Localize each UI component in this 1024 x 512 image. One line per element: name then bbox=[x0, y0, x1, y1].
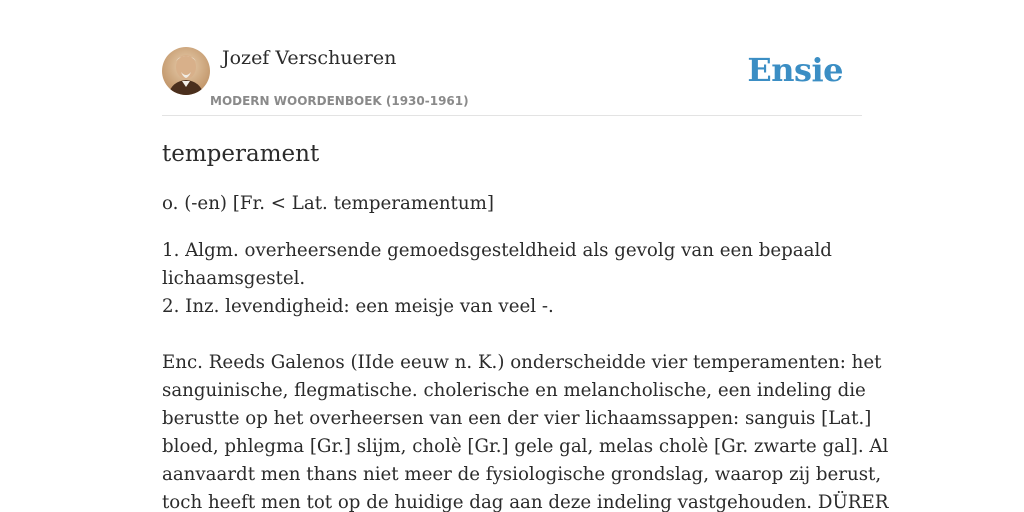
author-name[interactable]: Jozef Verschueren bbox=[222, 47, 397, 69]
dictionary-source[interactable]: MODERN WOORDENBOEK (1930-1961) bbox=[210, 94, 469, 108]
definition-line: bloed, phlegma [Gr.] slijm, cholè [Gr.] gele gal, melas cholè [Gr. zwarte gal]. Al bbox=[162, 436, 889, 457]
author-avatar[interactable] bbox=[162, 47, 210, 95]
ensie-logo[interactable]: Ensie bbox=[747, 51, 843, 89]
definition-spacer bbox=[162, 321, 852, 349]
definition-line: aanvaardt men thans niet meer de fysiologische grondslag, waarop zij berust, bbox=[162, 464, 882, 485]
entry-grammar: o. (-en) [Fr. < Lat. temperamentum] bbox=[162, 193, 494, 214]
definition-line: 2. Inz. levendigheid: een meisje van veel -. bbox=[162, 296, 554, 317]
definition-line: lichaamsgestel. bbox=[162, 268, 306, 289]
definition-line: 1. Algm. overheersende gemoedsgesteldheid als gevolg van een bepaald bbox=[162, 240, 832, 261]
definition-line: sanguinische, flegmatische. cholerische en melancholische, een indeling die bbox=[162, 380, 866, 401]
definition-line: Enc. Reeds Galenos (IIde eeuw n. K.) onderscheidde vier temperamenten: het bbox=[162, 352, 882, 373]
author-portrait-image bbox=[162, 47, 210, 95]
entry-definition bbox=[162, 237, 889, 512]
entry-content bbox=[162, 138, 889, 512]
entry-word: temperament bbox=[162, 141, 320, 167]
entry-header bbox=[162, 46, 862, 116]
definition-line: berustte op het overheersen van een der vier lichaamssappen: sanguis [Lat.] bbox=[162, 408, 872, 429]
definition-line: toch heeft men tot op de huidige dag aan deze indeling vastgehouden. DÜRER bbox=[162, 492, 889, 512]
